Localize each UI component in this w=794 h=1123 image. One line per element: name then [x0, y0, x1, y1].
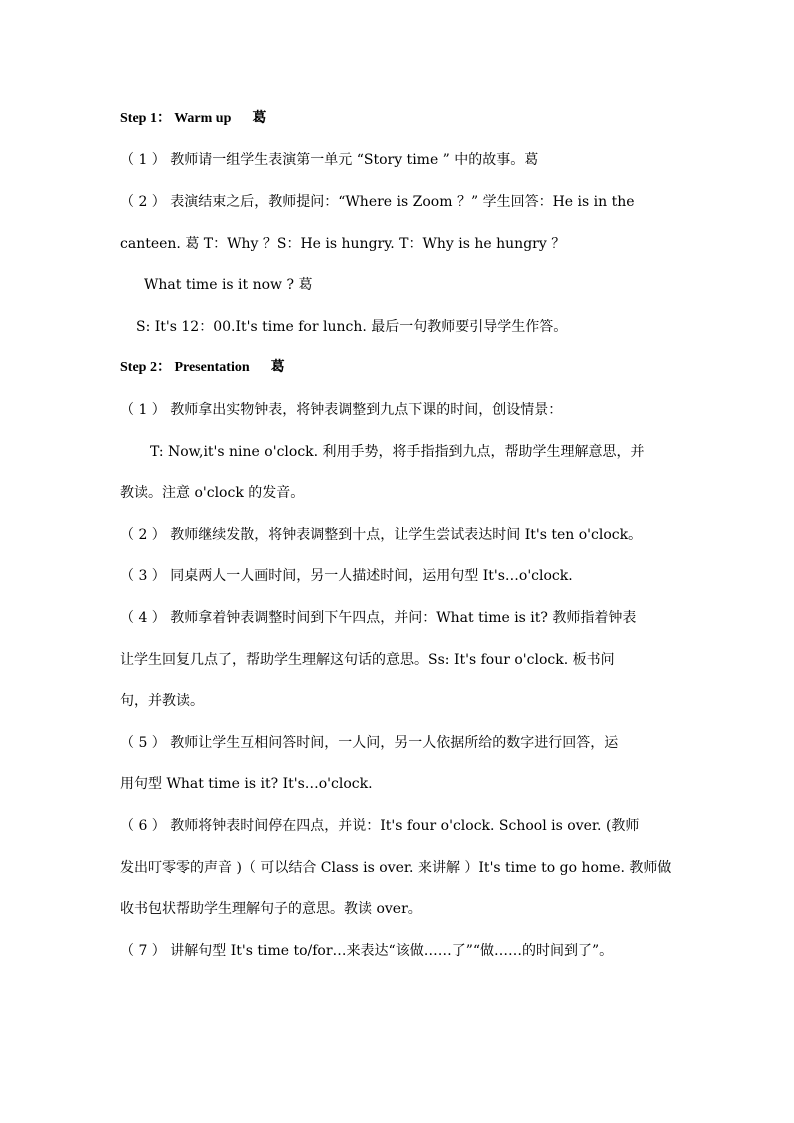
step2-item3: （ 3 ） 同桌两人一人画时间，另一人描述时间，运用句型 It's…o'clock. — [120, 568, 573, 584]
step2-item1: （ 1 ） 教师拿出实物钟表，将钟表调整到九点下课的时间，创设情景： — [120, 402, 563, 418]
step2-item4-cont: 让学生回复几点了，帮助学生理解这句话的意思。Ss: It's four o'clock. 板书问 — [120, 652, 615, 668]
step1-item2-cont: canteen. 葛 T：Why ？S：He is hungry. T：Why is he hungry ？ — [120, 236, 566, 252]
step1-question: What time is it now ? 葛 — [144, 277, 313, 293]
step1-heading: Step 1： Warm up 葛 — [120, 111, 267, 126]
step2-item5: （ 5 ） 教师让学生互相问答时间，一人问，另一人依据所给的数字进行回答，运 — [120, 735, 619, 751]
step2-item7: （ 7 ） 讲解句型 It's time to/for…来表达“该做……了”“做……的时间到了”。 — [120, 943, 614, 959]
step2-item1-cont: 教读。注意 o'clock 的发音。 — [120, 485, 305, 501]
step1-item1: （ 1 ） 教师请一组学生表演第一单元 “Story time ” 中的故事。葛 — [120, 152, 539, 168]
step1-item2: （ 2 ） 表演结束之后，教师提问：“Where is Zoom ？” 学生回答：He is in the — [120, 194, 635, 210]
step2-item6-cont: 发出叮零零的声音 )（ 可以结合 Class is over. 来讲解 ）It's time to go home. 教师做 — [120, 860, 672, 876]
step2-item4: （ 4 ） 教师拿着钟表调整时间到下午四点，并问：What time is it? 教师指着钟表 — [120, 610, 637, 626]
step2-item6-cont2: 收书包状帮助学生理解句子的意思。教读 over。 — [120, 901, 422, 917]
step2-item4-cont2: 句，并教读。 — [120, 693, 204, 709]
step2-item5-cont: 用句型 What time is it? It's…o'clock. — [120, 776, 373, 792]
step2-heading: Step 2： Presentation 葛 — [120, 360, 285, 375]
step2-item2: （ 2 ） 教师继续发散，将钟表调整到十点，让学生尝试表达时间 It's ten o'clock。 — [120, 527, 643, 543]
step2-item1-example: T: Now,it's nine o'clock. 利用手势，将手指指到九点，帮助学生理解意思，并 — [150, 444, 645, 460]
step1-answer: S: It's 12：00.It's time for lunch. 最后一句教师要引导学生作答。 — [136, 319, 568, 335]
step2-item6: （ 6 ） 教师将钟表时间停在四点，并说：It's four o'clock. School is over. (教师 — [120, 818, 640, 834]
